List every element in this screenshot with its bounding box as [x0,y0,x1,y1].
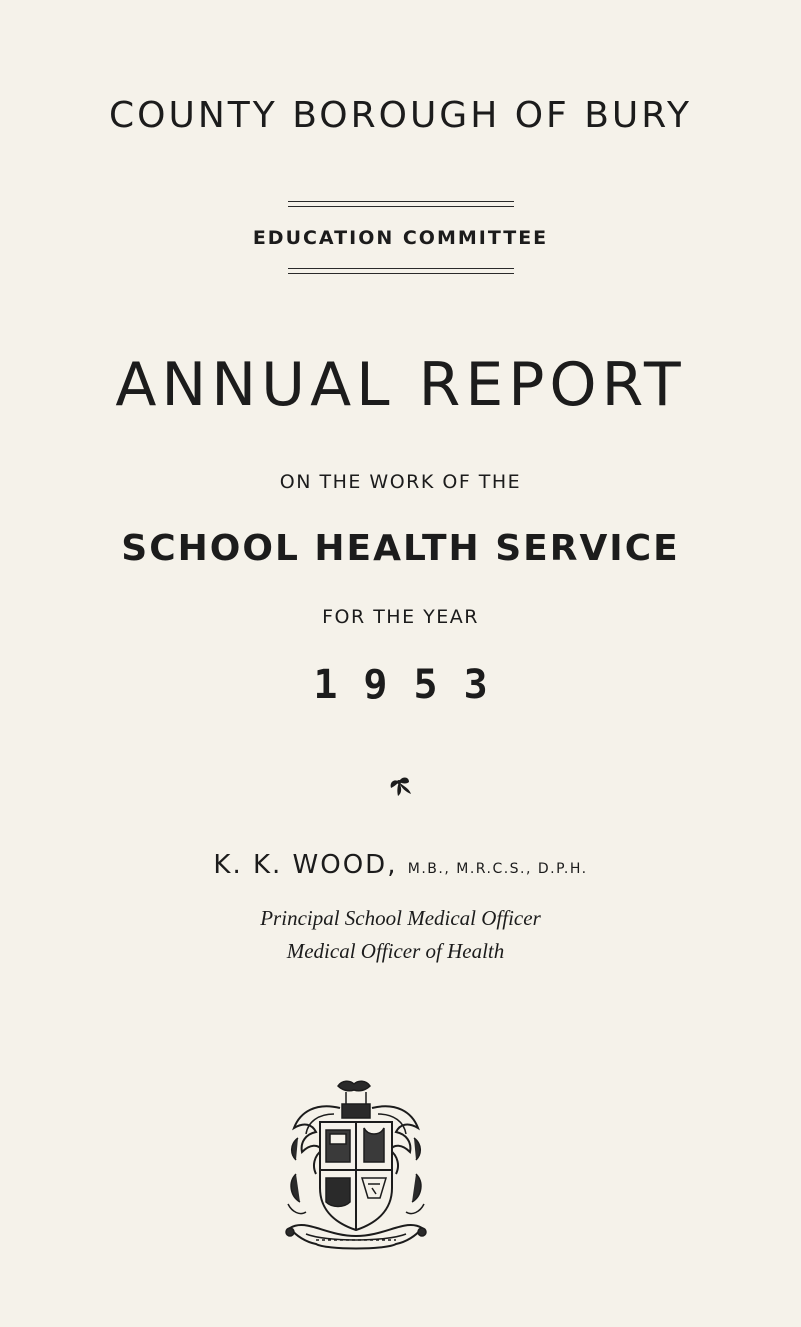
report-year: 1953 [313,662,514,708]
service-title: SCHOOL HEALTH SERVICE [121,528,680,569]
borough-coat-of-arms [276,1078,436,1254]
author-name: K. K. WOOD, [213,850,398,880]
author-qualifications: M.B., M.R.C.S., D.P.H. [407,861,588,877]
divider-rule-bottom-2 [288,273,514,274]
report-title: ANNUAL REPORT [115,350,686,420]
for-the-year-label: FOR THE YEAR [322,606,479,628]
report-subtitle: ON THE WORK OF THE [279,471,522,493]
divider-rule-bottom-1 [288,268,514,269]
divider-rule-top-2 [288,206,514,207]
author-role-2: Medical Officer of Health [286,939,505,963]
divider-rule-top-1 [288,201,514,202]
committee-heading: EDUCATION COMMITTEE [252,227,549,249]
borough-heading: COUNTY BOROUGH OF BURY [109,95,692,136]
author-line [0,850,801,880]
author-role-1: Principal School Medical Officer [260,906,541,930]
fleuron-icon [387,772,413,798]
